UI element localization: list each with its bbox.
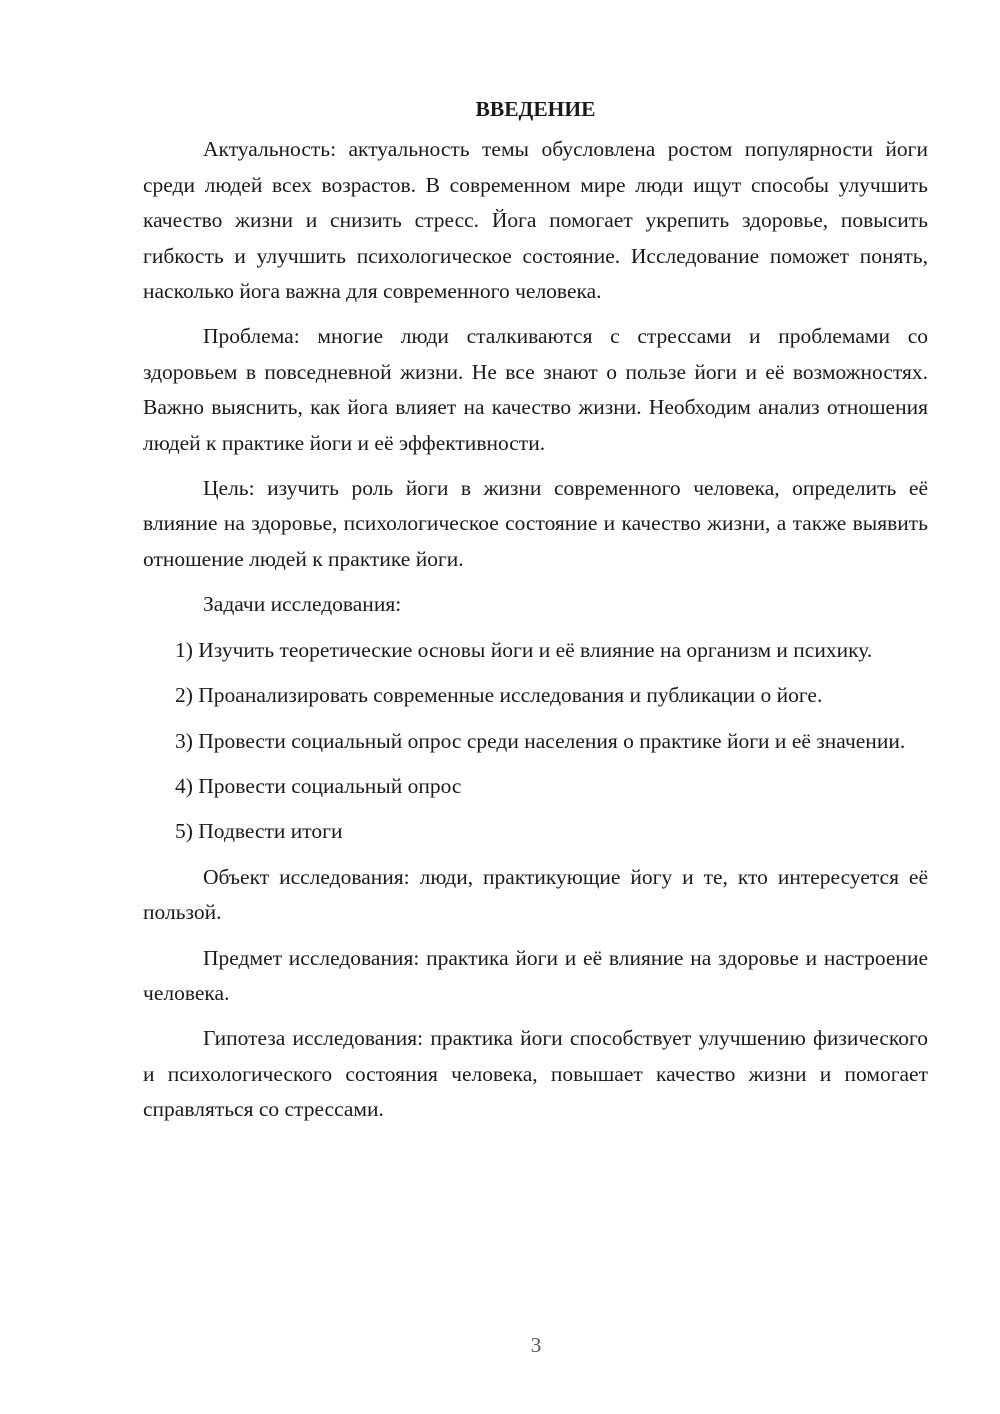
- tasks-title: Задачи исследования:: [203, 592, 402, 617]
- page-number: 3: [530, 1333, 542, 1357]
- object-paragraph: Объект исследования: люди, практикующие йогу и те, кто интересуется её пользой.: [143, 864, 928, 925]
- task-item-1: 1) Изучить теоретические основы йоги и её влияние на организм и психику.: [175, 637, 873, 662]
- goal-paragraph: Цель: изучить роль йоги в жизни современного человека, определить её влияние на здоровье, психологическое состояние и качество жизни, а также выявить отношение людей к практике йоги.: [143, 476, 928, 571]
- hypothesis-paragraph: Гипотеза исследования: практика йоги способствует улучшению физического и психологического состояния человека, повышает качество жизни и помогает справляться со стрессами.: [143, 1026, 928, 1122]
- document-page: [143, 92, 928, 1138]
- subject-paragraph: Предмет исследования: практика йоги и её влияние на здоровье и настроение человека.: [143, 945, 928, 1005]
- page-title: ВВЕДЕНИЕ: [475, 97, 596, 121]
- problem-paragraph: Проблема: многие люди сталкиваются с стрессами и проблемами со здоровьем в повседневной жизни. Не все знают о пользе йоги и её возможностях. Важно выяснить, как йога влияет на качество жизни. Необходим анализ отношения людей к практике йоги и её эффективности.: [143, 324, 928, 455]
- task-item-4: 4) Провести социальный опрос: [175, 773, 462, 798]
- task-item-2: 2) Проанализировать современные исследования и публикации о йоге.: [175, 683, 823, 708]
- relevance-paragraph: Актуальность: актуальность темы обусловлена ростом популярности йоги среди людей всех возрастов. В современном мире люди ищут способы улучшить качество жизни и снизить стресс. Йога помогает укрепить здоровье, повысить гибкость и улучшить психологическое состояние. Исследование поможет понять, насколько йога важна для современного человека.: [143, 137, 928, 304]
- task-item-3: 3) Провести социальный опрос среди населения о практике йоги и её значении.: [175, 728, 906, 753]
- task-item-5: 5) Подвести итоги: [175, 819, 343, 844]
